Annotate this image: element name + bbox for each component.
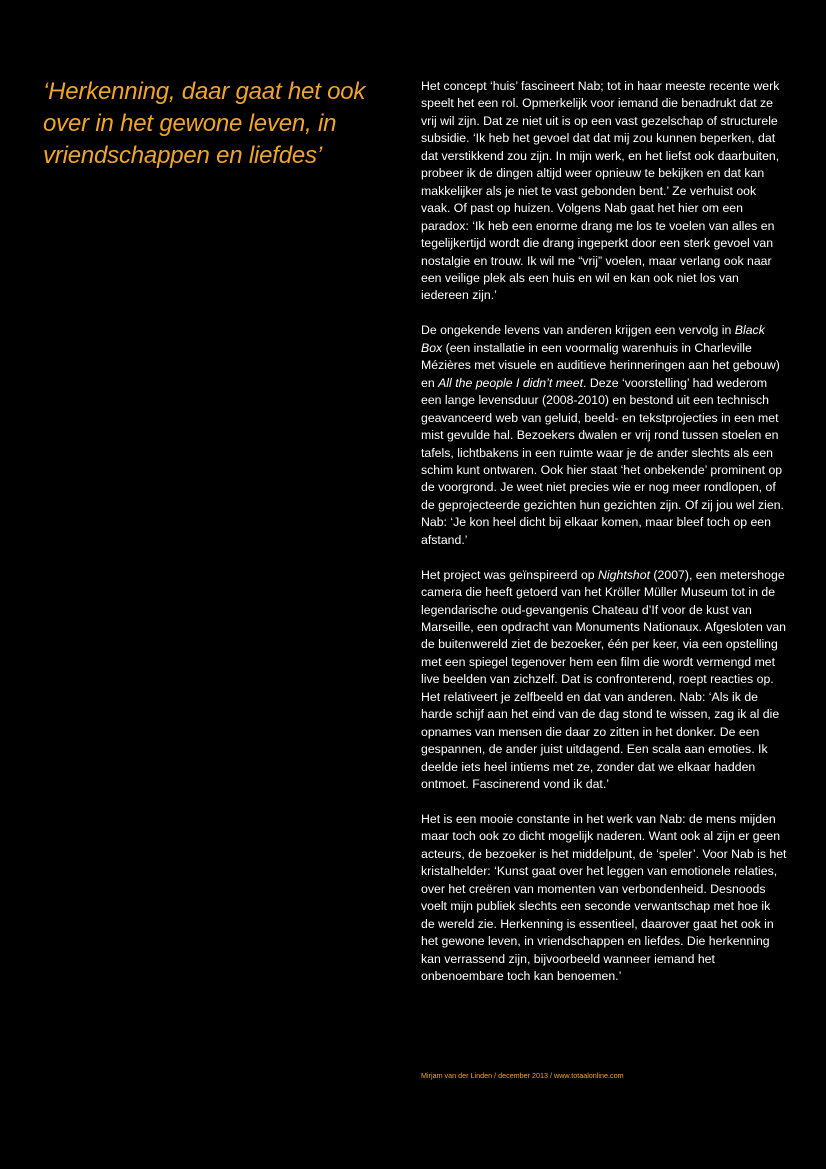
article-paragraph-4: Het is een mooie constante in het werk van Nab: de mens mijden maar toch ook zo dicht mogelijk naderen. Want ook al zijn er geen acteurs, de bezoeker is het middelpunt, de ‘speler’. Voor Nab is het kristalhelder: ‘Kunst gaat over het leggen van emotionele relaties, over het creëren van momenten van verbondenheid. Desnoods voelt mijn publiek slechts een seconde verwantschap met hoe ik de wereld zie. Herkenning is essentieel, daarover gaat het ook in het gewone leven, in vriendschappen en liefdes. Die herkenning kan verrassend zijn, bijvoorbeeld wanneer iemand het onbenoembare toch kan benoemen.’ bbox=[421, 811, 787, 984]
article-body bbox=[421, 78, 787, 986]
paragraph-text: De ongekende levens van anderen krijgen een vervolg in bbox=[421, 323, 735, 338]
work-title-nightshot: Nightshot bbox=[598, 567, 650, 582]
work-title-black-box: Black Box bbox=[421, 323, 765, 355]
pull-quote: ‘Herkenning, daar gaat het ook over in het gewone leven, in vriendschappen en liefdes’ bbox=[43, 78, 366, 169]
byline: Mirjam van der Linden / december 2013 / www.totaalonline.com bbox=[421, 1071, 624, 1080]
paragraph-text: (2007), een metershoge camera die heeft getoerd van het Kröller Müller Museum tot in de legendarische oud-gevangenis Chateau d’If voor de kust van Marseille, een opdracht van Monuments Nationaux. Afgesloten van de buitenwereld ziet de bezoeker, één per keer, via een opstelling met een spiegel tegenover hem een film die wordt vermengd met live beelden van zichzelf. Dat is confronterend, roept reacties op. Het relativeert je zelfbeeld en dat van anderen. Nab: ‘Als ik de harde schijf aan het eind van de dag stond te wissen, zag ik al die opnames van mensen die daar zo zitten in het donker. De een gespannen, de ander juist uitdagend. Een scala aan emoties. Ik deelde iets heel intiems met ze, zonder dat we elkaar hadden ontmoet. Fascinerend vond ik dat.’ bbox=[421, 567, 787, 792]
paragraph-text: . Deze ‘voorstelling’ had wederom een lange levensduur (2008-2010) en bestond uit een technisch geavanceerd web van geluid, beeld- en tekstprojecties in een met mist gevulde hal. Bezoekers dwalen er vrij rond tussen stoelen en tafels, lichtbakens in een ruimte waar je de ander slechts als een schim kunt ontwaren. Ook hier staat ‘het onbekende’ prominent op de voorgrond. Je weet niet precies wie er nog meer rondlopen, of de geprojecteerde gezichten hun gezichten zijn. Of zij jou wel zien. Nab: ‘Je kon heel dicht bij elkaar komen, maar bleef toch op een afstand.’ bbox=[421, 375, 784, 547]
paragraph-text: (een installatie in een voormalig warenhuis in Charleville Mézières met visuele en auditieve herinneringen aan het gebouw) en bbox=[421, 340, 780, 390]
article-paragraph-3 bbox=[421, 567, 787, 794]
article-paragraph-2 bbox=[421, 322, 787, 549]
article-paragraph-1: Het concept ‘huis’ fascineert Nab; tot in haar meeste recente werk speelt het een rol. Opmerkelijk voor iemand die benadrukt dat ze vrij wil zijn. Dat ze niet uit is op een vast gezelschap of structurele subsidie. ‘Ik heb het gevoel dat dat mij zou kunnen beperken, dat dat verstikkend zou zijn. In mijn werk, en het liefst ook daarbuiten, probeer ik de dingen altijd weer opnieuw te bekijken en dat kan makkelijker als je niet te vast gebonden bent.’ Ze verhuist ook vaak. Of past op huizen. Volgens Nab gaat het hier om een paradox: ‘Ik heb een enorme drang me los te voelen van alles en tegelijkertijd wordt die drang ingeperkt door een sterk gevoel van nostalgie en trouw. Ik wil me “vrij” voelen, maar verlang ook naar een veilige plek als een huis en wil en kan ook niet los van iedereen zijn.’ bbox=[421, 79, 780, 303]
paragraph-text: Het project was geïnspireerd op bbox=[421, 567, 599, 582]
work-title-all-the-people: All the people I didn’t meet bbox=[438, 375, 584, 390]
